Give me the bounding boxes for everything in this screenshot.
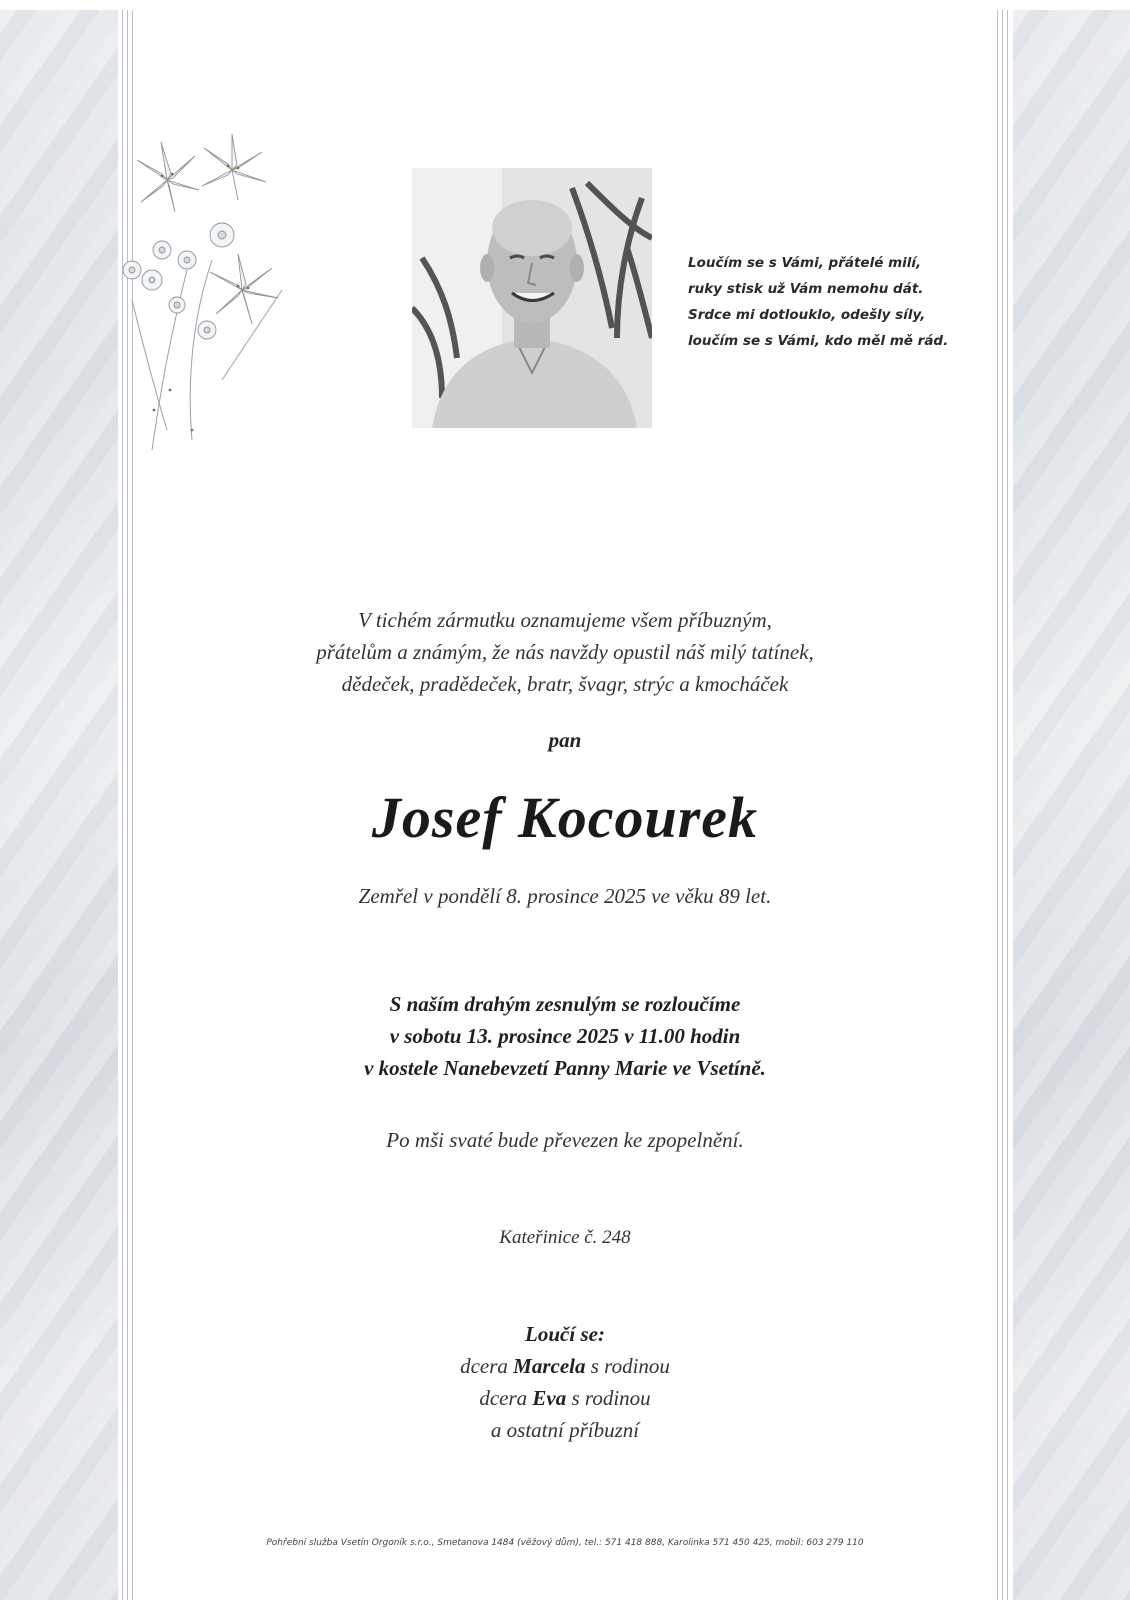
mourner-line: a ostatní příbuzní xyxy=(490,1418,640,1442)
mourner-line xyxy=(160,1350,970,1382)
mass-note: Po mši svaté bude převezen ke zpopelnění. xyxy=(386,1128,744,1152)
announcement-intro xyxy=(160,604,970,700)
funeral-service-footer: Pohřební služba Vsetín Orgoník s.r.o., Smetanova 1484 (věžový dům), tel.: 571 418 888, Karolinka 571 450 425, mobil: 603 279 110 xyxy=(266,1538,864,1548)
poem-line: Srdce mi dotlouklo, odešly síly, xyxy=(688,307,926,323)
mourner-suffix: s rodinou xyxy=(585,1354,670,1378)
mourner-name: Eva xyxy=(532,1386,567,1410)
mourner-relation: dcera xyxy=(460,1354,514,1378)
mourner-relation: dcera xyxy=(479,1386,533,1410)
farewell-ceremony xyxy=(160,988,970,1084)
mourners-heading: Loučí se: xyxy=(525,1322,605,1346)
right-rule xyxy=(1002,10,1003,1600)
mourner-name: Marcela xyxy=(513,1354,586,1378)
farewell-poem xyxy=(688,250,978,354)
farewell-line: S naším drahým zesnulým se rozloučíme xyxy=(389,992,741,1016)
right-rule xyxy=(997,10,998,1600)
mourner-suffix: s rodinou xyxy=(566,1386,651,1410)
right-rule xyxy=(1007,10,1008,1600)
honorific: pan xyxy=(548,728,582,752)
intro-line: V tichém zármutku oznamujeme všem příbuzným, xyxy=(358,608,772,632)
poem-line: ruky stisk už Vám nemohu dát. xyxy=(688,281,924,297)
death-info: Zemřel v pondělí 8. prosince 2025 ve věku 89 let. xyxy=(358,884,772,908)
right-marble-border xyxy=(1013,10,1130,1600)
mourner-line xyxy=(160,1382,970,1414)
deceased-name: Josef Kocourek xyxy=(371,785,759,850)
mourners-list xyxy=(160,1318,970,1446)
portrait-photo xyxy=(412,168,652,428)
intro-line: přátelům a známým, že nás navždy opustil náš milý tatínek, xyxy=(316,640,814,664)
farewell-line: v sobotu 13. prosince 2025 v 11.00 hodin xyxy=(389,1024,741,1048)
poem-line: Loučím se s Vámi, přátelé milí, xyxy=(688,255,922,271)
farewell-line: v kostele Nanebevzetí Panny Marie ve Vsetíně. xyxy=(364,1056,766,1080)
poem-line: loučím se s Vámi, kdo měl mě rád. xyxy=(688,333,949,349)
lily-flower-decoration xyxy=(92,130,312,460)
intro-line: dědeček, pradědeček, bratr, švagr, strýc a kmocháček xyxy=(341,672,789,696)
address: Kateřinice č. 248 xyxy=(499,1227,631,1248)
